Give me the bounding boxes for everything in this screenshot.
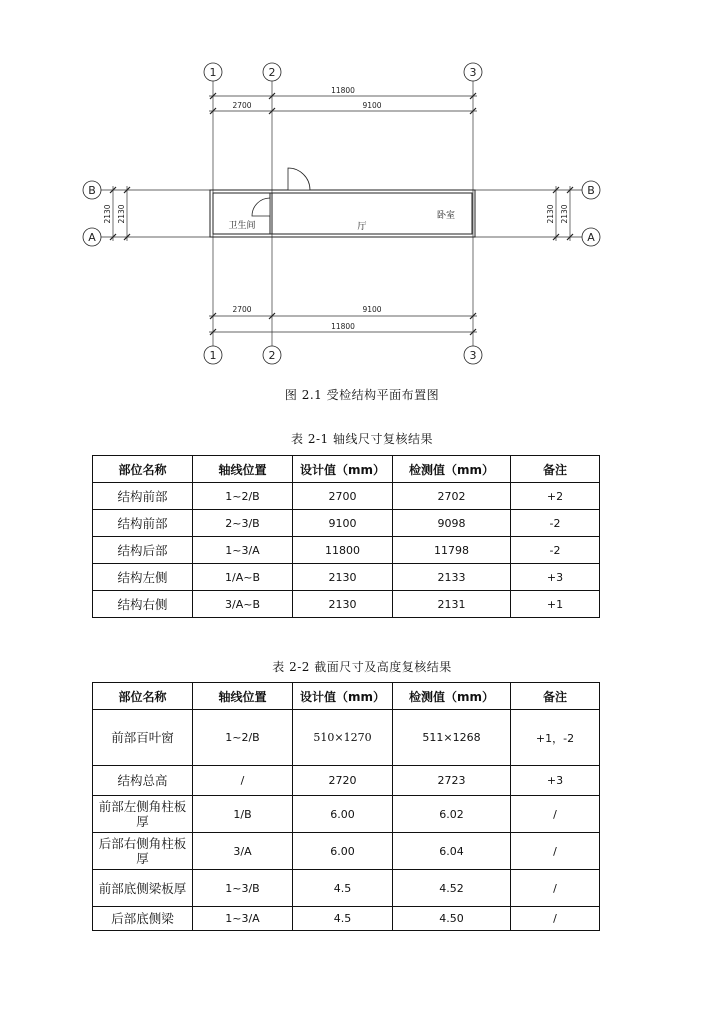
axis-label-3-top: 3 bbox=[469, 66, 477, 79]
cell-design: 2720 bbox=[293, 766, 393, 796]
dim-side-left-outer: 2130 bbox=[103, 204, 112, 224]
axis-label-2-top: 2 bbox=[268, 66, 276, 79]
cell-design: 4.5 bbox=[293, 870, 393, 907]
cell-part: 后部右侧角柱板厚 bbox=[93, 833, 193, 870]
cell-axis: 1~3/A bbox=[193, 907, 293, 931]
cell-design: 510×1270 bbox=[293, 710, 393, 766]
table2-caption: 表 2-2 截面尺寸及高度复核结果 bbox=[272, 660, 452, 674]
dim-right-bottom: 9100 bbox=[362, 305, 382, 314]
cell-part: 前部百叶窗 bbox=[93, 710, 193, 766]
room-bedroom: 卧室 bbox=[436, 211, 456, 221]
table-row bbox=[93, 766, 600, 796]
cell-axis: / bbox=[193, 766, 293, 796]
axis-label-a-right: A bbox=[587, 231, 595, 244]
cell-measured: 4.50 bbox=[393, 907, 511, 931]
column-header: 轴线位置 bbox=[193, 456, 293, 483]
cell-design: 6.00 bbox=[293, 833, 393, 870]
cell-part: 结构总高 bbox=[93, 766, 193, 796]
figure-caption: 图 2.1 受检结构平面布置图 bbox=[284, 388, 440, 402]
column-header: 轴线位置 bbox=[193, 683, 293, 710]
cell-measured: 6.04 bbox=[393, 833, 511, 870]
section-dimension-table bbox=[92, 682, 600, 931]
cell-design: 11800 bbox=[293, 537, 393, 564]
cell-part: 后部底侧梁 bbox=[93, 907, 193, 931]
column-header: 备注 bbox=[511, 683, 600, 710]
table-row bbox=[93, 564, 600, 591]
axis-label-a-left: A bbox=[88, 231, 96, 244]
table-header-row bbox=[93, 456, 600, 483]
cell-measured: 2133 bbox=[393, 564, 511, 591]
cell-axis: 3/A~B bbox=[193, 591, 293, 618]
table-row bbox=[93, 510, 600, 537]
axis-label-3-bottom: 3 bbox=[469, 349, 477, 362]
cell-part: 结构后部 bbox=[93, 537, 193, 564]
room-hall: 厅 bbox=[357, 222, 367, 232]
axis-dimension-table bbox=[92, 455, 600, 618]
cell-design: 4.5 bbox=[293, 907, 393, 931]
cell-measured: 2131 bbox=[393, 591, 511, 618]
axis-label-2-bottom: 2 bbox=[268, 349, 276, 362]
dim-side-left-inner: 2130 bbox=[117, 204, 126, 224]
cell-axis: 1/B bbox=[193, 796, 293, 833]
table-row bbox=[93, 870, 600, 907]
cell-measured: 2702 bbox=[393, 483, 511, 510]
cell-part: 前部底侧梁板厚 bbox=[93, 870, 193, 907]
table-row bbox=[93, 833, 600, 870]
cell-part: 结构前部 bbox=[93, 483, 193, 510]
dim-total-bottom: 11800 bbox=[331, 322, 355, 331]
column-header: 部位名称 bbox=[93, 456, 193, 483]
cell-axis: 1~2/B bbox=[193, 710, 293, 766]
table-header-row bbox=[93, 683, 600, 710]
cell-note: +3 bbox=[511, 564, 600, 591]
cell-part: 前部左侧角柱板厚 bbox=[93, 796, 193, 833]
cell-note: +1 bbox=[511, 591, 600, 618]
table-row bbox=[93, 537, 600, 564]
cell-axis: 1~2/B bbox=[193, 483, 293, 510]
cell-note: / bbox=[511, 833, 600, 870]
dim-left-top: 2700 bbox=[232, 101, 252, 110]
table-row bbox=[93, 796, 600, 833]
cell-measured: 9098 bbox=[393, 510, 511, 537]
dim-side-right-inner: 2130 bbox=[546, 204, 555, 224]
floor-plan-drawing bbox=[0, 0, 724, 380]
column-header: 检测值（mm） bbox=[393, 683, 511, 710]
cell-note: / bbox=[511, 907, 600, 931]
table-row bbox=[93, 710, 600, 766]
column-header: 检测值（mm） bbox=[393, 456, 511, 483]
table-row bbox=[93, 907, 600, 931]
cell-note: -2 bbox=[511, 510, 600, 537]
cell-design: 9100 bbox=[293, 510, 393, 537]
cell-measured: 6.02 bbox=[393, 796, 511, 833]
cell-part: 结构右侧 bbox=[93, 591, 193, 618]
cell-note: / bbox=[511, 796, 600, 833]
dim-side-right-outer: 2130 bbox=[560, 204, 569, 224]
axis-label-1-top: 1 bbox=[209, 66, 217, 79]
axis-label-1-bottom: 1 bbox=[209, 349, 217, 362]
cell-design: 2700 bbox=[293, 483, 393, 510]
dim-left-bottom: 2700 bbox=[232, 305, 252, 314]
cell-measured: 4.52 bbox=[393, 870, 511, 907]
table-row bbox=[93, 591, 600, 618]
column-header: 设计值（mm） bbox=[293, 683, 393, 710]
cell-axis: 1/A~B bbox=[193, 564, 293, 591]
cell-design: 6.00 bbox=[293, 796, 393, 833]
column-header: 部位名称 bbox=[93, 683, 193, 710]
table-row bbox=[93, 483, 600, 510]
cell-axis: 1~3/A bbox=[193, 537, 293, 564]
cell-measured: 511×1268 bbox=[393, 710, 511, 766]
cell-note: +3 bbox=[511, 766, 600, 796]
table1-caption: 表 2-1 轴线尺寸复核结果 bbox=[291, 432, 433, 446]
axis-label-b-left: B bbox=[88, 184, 96, 197]
cell-part: 结构前部 bbox=[93, 510, 193, 537]
cell-design: 2130 bbox=[293, 591, 393, 618]
column-header: 设计值（mm） bbox=[293, 456, 393, 483]
dim-right-top: 9100 bbox=[362, 101, 382, 110]
cell-note: / bbox=[511, 870, 600, 907]
cell-part: 结构左侧 bbox=[93, 564, 193, 591]
cell-axis: 1~3/B bbox=[193, 870, 293, 907]
cell-note: -2 bbox=[511, 537, 600, 564]
room-bathroom: 卫生间 bbox=[228, 221, 256, 231]
cell-measured: 11798 bbox=[393, 537, 511, 564]
cell-design: 2130 bbox=[293, 564, 393, 591]
dim-total-top: 11800 bbox=[331, 86, 355, 95]
axis-label-b-right: B bbox=[587, 184, 595, 197]
cell-measured: 2723 bbox=[393, 766, 511, 796]
cell-axis: 2~3/B bbox=[193, 510, 293, 537]
column-header: 备注 bbox=[511, 456, 600, 483]
cell-axis: 3/A bbox=[193, 833, 293, 870]
cell-note: +2 bbox=[511, 483, 600, 510]
cell-note: +1，-2 bbox=[511, 710, 600, 766]
